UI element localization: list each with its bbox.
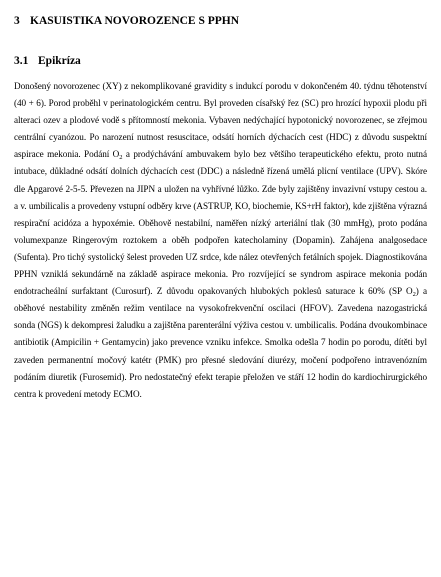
epicrisis-paragraph: [14, 78, 427, 403]
document-page: [14, 14, 427, 403]
chapter-title: KASUISTIKA NOVOROZENCE S PPHN: [30, 15, 240, 27]
spo2-subscript: 2: [412, 291, 416, 299]
o2-subscript: 2: [119, 154, 123, 162]
section-number: 3.1: [14, 55, 29, 67]
section-title: Epikríza: [38, 55, 81, 67]
chapter-number: 3: [14, 15, 20, 27]
paragraph-text-part3: ) a oběhové nestability změněn režim ventilace na vysokofrekvenční oscilaci (HFOV). Zavedena nazogastrická sonda (NGS) k dekompresi žaludku a zajištěna parenterální výživa cestou v. umbilicalis. Podána dvoukombinace antibiotik (Ampicilin + Gentamycin) jako prevence vzniku infekce. Smolka odešla 7 hodin po porodu, dítěti byl zaveden permanentní močový katétr (PMK) pro přesné sledování diurézy, močení podpořeno intravenózním podáním diuretik (Furosemid). Pro nedostatečný efekt terapie přeložen ve stáří 12 hodin do kardiochirurgického centra k provedení metody ECMO.: [14, 286, 427, 399]
paragraph-text-part1: Donošený novorozenec (XY) z nekomplikované gravidity s indukcí porodu v dokončeném 40. týdnu těhotenství (40 + 6). Porod proběhl v perinatologickém centru. Byl proveden císařský řez (SC) pro hrozící hypoxii plodu při alteraci ozev a plodové vodě s přítomností mekonia. Vybaven nedýchající hypotonický novorozenec, se zřejmou centrální cyanózou. Po narození nutnost resuscitace, odsátí horních dýchacích cest (HDC) z důvodu suspektní aspirace mekonia. Podání O: [14, 81, 427, 160]
paragraph-text-part2: a prodýchávání ambuvakem bylo bez většího terapeutického efektu, proto nutná intubace, důkladné odsátí dolních dýchacích cest (DDC) a následně řízená umělá plicní ventilace (UPV). Skóre dle Apgarové 2-5-5. Převezen na JIPN a uložen na vyhřívné lůžko. Zde byly zajištěny invazivní vstupy cestou a. a v. umbilicalis a provedeny vstupní odběry krve (ASTRUP, KO, biochemie, KS+rH faktor), kde zjištěna výrazná respirační acidóza a hypoxémie. Oběhově nestabilní, naměřen nízký arteriální tlak (30 mmHg), proto podána volumexpanze Ringerovým roztokem a oběh podpořen katecholaminy (Dopamin). Zahájena analgosedace (Sufenta). Pro tichý systolický šelest proveden UZ srdce, kde nález otevřených fetálních spojek. Diagnostikována PPHN vzniklá sekundárně na základě aspirace mekonia. Pro rozvíjející se syndrom aspirace mekonia podán endotracheální surfaktant (Curosurf). Z důvodu opakovaných hlubokých poklesů saturace k 60% (SP O: [14, 149, 427, 297]
chapter-heading: [14, 14, 427, 28]
section-heading: [14, 54, 427, 68]
